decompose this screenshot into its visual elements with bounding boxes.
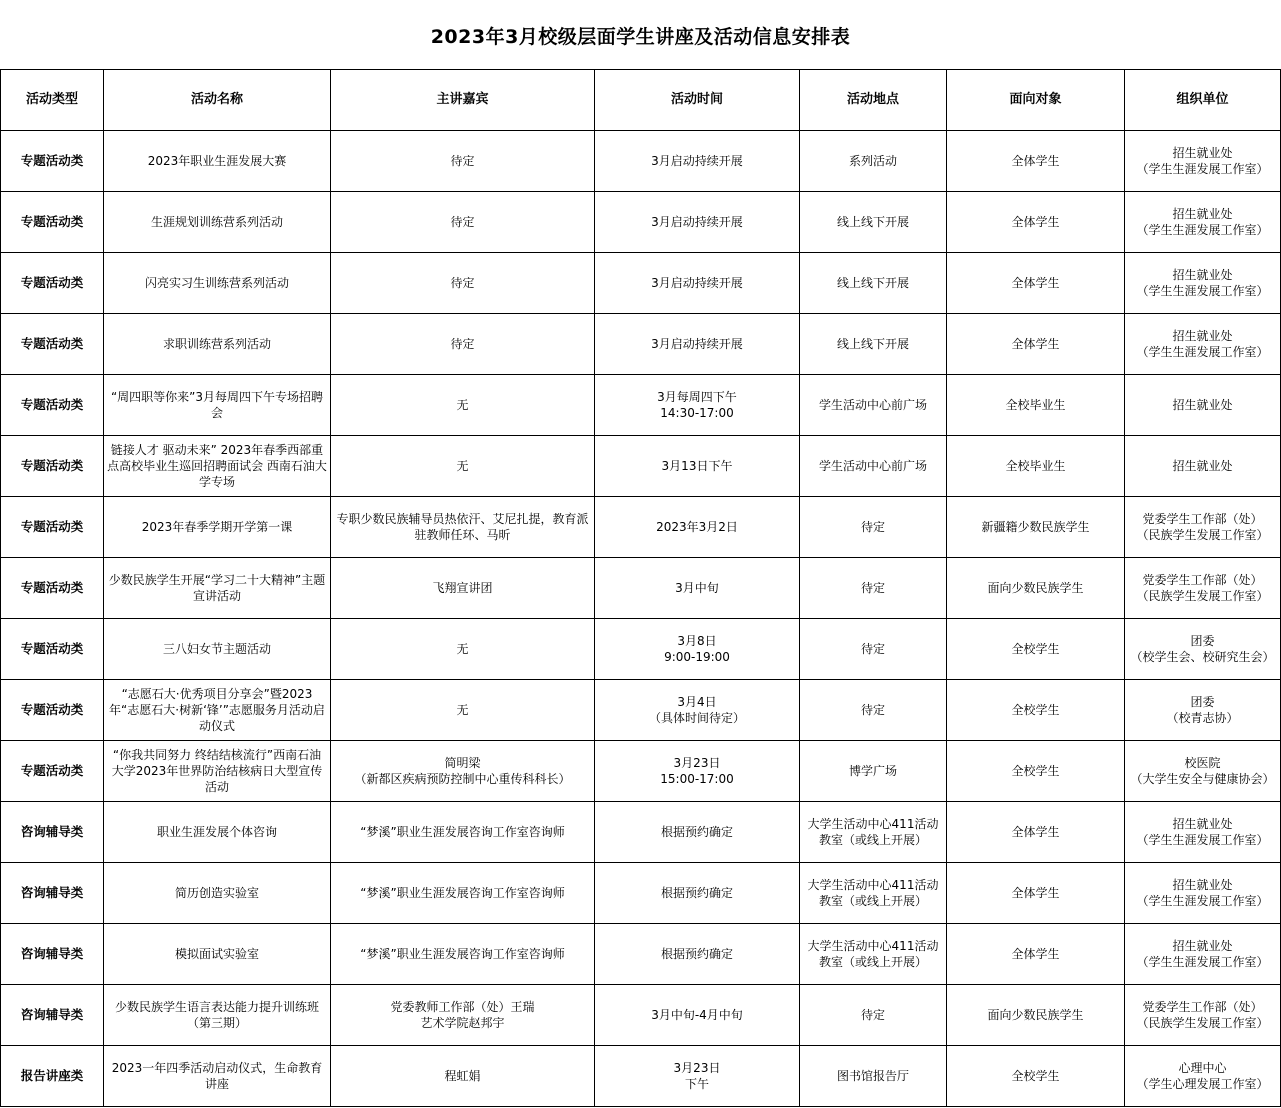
table-row xyxy=(1,131,1281,192)
cell-activity-name: 求职训练营系列活动 xyxy=(104,314,331,375)
column-header-activity-type: 活动类型 xyxy=(1,70,104,131)
cell-speaker: 无 xyxy=(331,375,595,436)
cell-target-audience: 全体学生 xyxy=(947,131,1125,192)
cell-speaker: 待定 xyxy=(331,253,595,314)
column-header-target-audience: 面向对象 xyxy=(947,70,1125,131)
cell-target-audience: 全校学生 xyxy=(947,1046,1125,1107)
cell-target-audience: 全校学生 xyxy=(947,741,1125,802)
cell-target-audience: 全校毕业生 xyxy=(947,436,1125,497)
cell-activity-name: 2023年职业生涯发展大赛 xyxy=(104,131,331,192)
cell-activity-location: 待定 xyxy=(800,558,947,619)
cell-activity-name: 简历创造实验室 xyxy=(104,863,331,924)
cell-activity-type: 专题活动类 xyxy=(1,558,104,619)
column-header-speaker: 主讲嘉宾 xyxy=(331,70,595,131)
cell-activity-name: 职业生涯发展个体咨询 xyxy=(104,802,331,863)
table-row xyxy=(1,924,1281,985)
table-row xyxy=(1,558,1281,619)
cell-organizer: 招生就业处 （学生生涯发展工作室） xyxy=(1125,253,1281,314)
cell-activity-name: 少数民族学生开展“学习二十大精神”主题宣讲活动 xyxy=(104,558,331,619)
column-header-activity-name: 活动名称 xyxy=(104,70,331,131)
cell-target-audience: 全体学生 xyxy=(947,863,1125,924)
cell-speaker: 待定 xyxy=(331,131,595,192)
cell-target-audience: 全校毕业生 xyxy=(947,375,1125,436)
table-row xyxy=(1,741,1281,802)
cell-activity-time: 3月4日 （具体时间待定） xyxy=(595,680,800,741)
table-row xyxy=(1,802,1281,863)
table-row xyxy=(1,985,1281,1046)
cell-activity-time: 3月每周四下午 14:30-17:00 xyxy=(595,375,800,436)
cell-activity-name: 模拟面试实验室 xyxy=(104,924,331,985)
cell-speaker: “梦溪”职业生涯发展咨询工作室咨询师 xyxy=(331,924,595,985)
cell-activity-time: 2023年3月2日 xyxy=(595,497,800,558)
cell-activity-type: 专题活动类 xyxy=(1,253,104,314)
cell-activity-name: “你我共同努力 终结结核流行”西南石油大学2023年世界防治结核病日大型宣传活动 xyxy=(104,741,331,802)
cell-organizer: 招生就业处 xyxy=(1125,436,1281,497)
cell-speaker: 党委教师工作部（处）王瑞 艺术学院赵邦宇 xyxy=(331,985,595,1046)
cell-organizer: 招生就业处 （学生生涯发展工作室） xyxy=(1125,131,1281,192)
table-row xyxy=(1,253,1281,314)
cell-target-audience: 全体学生 xyxy=(947,253,1125,314)
column-header-activity-time: 活动时间 xyxy=(595,70,800,131)
cell-activity-type: 专题活动类 xyxy=(1,436,104,497)
cell-activity-time: 根据预约确定 xyxy=(595,863,800,924)
cell-speaker: 无 xyxy=(331,619,595,680)
cell-speaker: “梦溪”职业生涯发展咨询工作室咨询师 xyxy=(331,863,595,924)
cell-activity-location: 待定 xyxy=(800,619,947,680)
cell-activity-time: 3月23日 下午 xyxy=(595,1046,800,1107)
table-row xyxy=(1,314,1281,375)
cell-speaker: 待定 xyxy=(331,192,595,253)
cell-speaker: 程虹娟 xyxy=(331,1046,595,1107)
cell-activity-time: 3月启动持续开展 xyxy=(595,131,800,192)
cell-speaker: 专职少数民族辅导员热依汗、艾尼扎提，教育派驻教师任环、马昕 xyxy=(331,497,595,558)
cell-activity-time: 3月启动持续开展 xyxy=(595,314,800,375)
cell-activity-location: 线上线下开展 xyxy=(800,314,947,375)
cell-activity-location: 学生活动中心前广场 xyxy=(800,375,947,436)
cell-activity-name: 2023一年四季活动启动仪式，生命教育讲座 xyxy=(104,1046,331,1107)
page-title: 2023年3月校级层面学生讲座及活动信息安排表 xyxy=(430,25,851,48)
cell-activity-location: 线上线下开展 xyxy=(800,253,947,314)
cell-activity-name: 闪亮实习生训练营系列活动 xyxy=(104,253,331,314)
table-row xyxy=(1,436,1281,497)
cell-target-audience: 面向少数民族学生 xyxy=(947,558,1125,619)
cell-speaker: 无 xyxy=(331,680,595,741)
table-row xyxy=(1,375,1281,436)
table-row xyxy=(1,497,1281,558)
cell-activity-location: 线上线下开展 xyxy=(800,192,947,253)
column-header-organizer: 组织单位 xyxy=(1125,70,1281,131)
cell-activity-location: 系列活动 xyxy=(800,131,947,192)
cell-target-audience: 全体学生 xyxy=(947,802,1125,863)
cell-activity-name: 链接人才 驱动未来” 2023年春季西部重点高校毕业生巡回招聘面试会 西南石油大学专场 xyxy=(104,436,331,497)
cell-activity-location: 图书馆报告厅 xyxy=(800,1046,947,1107)
cell-activity-time: 根据预约确定 xyxy=(595,802,800,863)
table-row xyxy=(1,863,1281,924)
cell-organizer: 招生就业处 （学生生涯发展工作室） xyxy=(1125,192,1281,253)
cell-organizer: 党委学生工作部（处） （民族学生发展工作室） xyxy=(1125,558,1281,619)
cell-organizer: 校医院 （大学生安全与健康协会） xyxy=(1125,741,1281,802)
cell-activity-type: 专题活动类 xyxy=(1,680,104,741)
cell-activity-type: 专题活动类 xyxy=(1,497,104,558)
cell-activity-name: 生涯规划训练营系列活动 xyxy=(104,192,331,253)
cell-activity-time: 3月13日下午 xyxy=(595,436,800,497)
cell-target-audience: 面向少数民族学生 xyxy=(947,985,1125,1046)
cell-organizer: 招生就业处 xyxy=(1125,375,1281,436)
cell-target-audience: 全体学生 xyxy=(947,314,1125,375)
cell-activity-time: 3月8日 9:00-19:00 xyxy=(595,619,800,680)
cell-activity-type: 报告讲座类 xyxy=(1,1046,104,1107)
cell-activity-type: 咨询辅导类 xyxy=(1,924,104,985)
cell-target-audience: 全体学生 xyxy=(947,192,1125,253)
schedule-table xyxy=(0,69,1281,1107)
cell-activity-location: 学生活动中心前广场 xyxy=(800,436,947,497)
cell-activity-type: 专题活动类 xyxy=(1,619,104,680)
cell-organizer: 招生就业处 （学生生涯发展工作室） xyxy=(1125,863,1281,924)
cell-speaker: 无 xyxy=(331,436,595,497)
table-row xyxy=(1,619,1281,680)
header-row xyxy=(1,70,1281,131)
cell-activity-location: 待定 xyxy=(800,985,947,1046)
cell-activity-name: 2023年春季学期开学第一课 xyxy=(104,497,331,558)
cell-organizer: 党委学生工作部（处） （民族学生发展工作室） xyxy=(1125,497,1281,558)
cell-activity-location: 博学广场 xyxy=(800,741,947,802)
cell-activity-type: 咨询辅导类 xyxy=(1,802,104,863)
cell-activity-time: 3月启动持续开展 xyxy=(595,253,800,314)
cell-activity-time: 3月中旬-4月中旬 xyxy=(595,985,800,1046)
cell-organizer: 招生就业处 （学生生涯发展工作室） xyxy=(1125,314,1281,375)
cell-organizer: 招生就业处 （学生生涯发展工作室） xyxy=(1125,802,1281,863)
cell-activity-type: 专题活动类 xyxy=(1,131,104,192)
cell-target-audience: 全校学生 xyxy=(947,680,1125,741)
cell-speaker: 待定 xyxy=(331,314,595,375)
cell-activity-location: 待定 xyxy=(800,497,947,558)
cell-activity-type: 咨询辅导类 xyxy=(1,863,104,924)
cell-activity-time: 3月23日 15:00-17:00 xyxy=(595,741,800,802)
cell-activity-type: 专题活动类 xyxy=(1,741,104,802)
cell-activity-type: 专题活动类 xyxy=(1,314,104,375)
cell-organizer: 团委 （校学生会、校研究生会） xyxy=(1125,619,1281,680)
cell-activity-location: 大学生活动中心411活动教室（或线上开展） xyxy=(800,863,947,924)
cell-activity-location: 大学生活动中心411活动教室（或线上开展） xyxy=(800,924,947,985)
cell-speaker: 简明梁 （新都区疾病预防控制中心重传科科长） xyxy=(331,741,595,802)
cell-speaker: “梦溪”职业生涯发展咨询工作室咨询师 xyxy=(331,802,595,863)
table-row xyxy=(1,192,1281,253)
cell-activity-type: 咨询辅导类 xyxy=(1,985,104,1046)
cell-organizer: 团委 （校青志协） xyxy=(1125,680,1281,741)
cell-activity-time: 根据预约确定 xyxy=(595,924,800,985)
table-row xyxy=(1,680,1281,741)
cell-activity-time: 3月启动持续开展 xyxy=(595,192,800,253)
cell-speaker: 飞翔宣讲团 xyxy=(331,558,595,619)
column-header-activity-location: 活动地点 xyxy=(800,70,947,131)
cell-activity-location: 大学生活动中心411活动教室（或线上开展） xyxy=(800,802,947,863)
cell-activity-location: 待定 xyxy=(800,680,947,741)
cell-activity-name: “志愿石大·优秀项目分享会”暨2023年“志愿石大·树新‘锋’”志愿服务月活动启动仪式 xyxy=(104,680,331,741)
cell-organizer: 招生就业处 （学生生涯发展工作室） xyxy=(1125,924,1281,985)
cell-target-audience: 全体学生 xyxy=(947,924,1125,985)
cell-activity-type: 专题活动类 xyxy=(1,192,104,253)
table-row xyxy=(1,1046,1281,1107)
cell-target-audience: 全校学生 xyxy=(947,619,1125,680)
cell-activity-name: 少数民族学生语言表达能力提升训练班（第三期） xyxy=(104,985,331,1046)
cell-activity-name: 三八妇女节主题活动 xyxy=(104,619,331,680)
cell-target-audience: 新疆籍少数民族学生 xyxy=(947,497,1125,558)
cell-organizer: 党委学生工作部（处） （民族学生发展工作室） xyxy=(1125,985,1281,1046)
cell-activity-type: 专题活动类 xyxy=(1,375,104,436)
cell-activity-name: “周四职等你来”3月每周四下午专场招聘会 xyxy=(104,375,331,436)
cell-activity-time: 3月中旬 xyxy=(595,558,800,619)
cell-organizer: 心理中心 （学生心理发展工作室） xyxy=(1125,1046,1281,1107)
